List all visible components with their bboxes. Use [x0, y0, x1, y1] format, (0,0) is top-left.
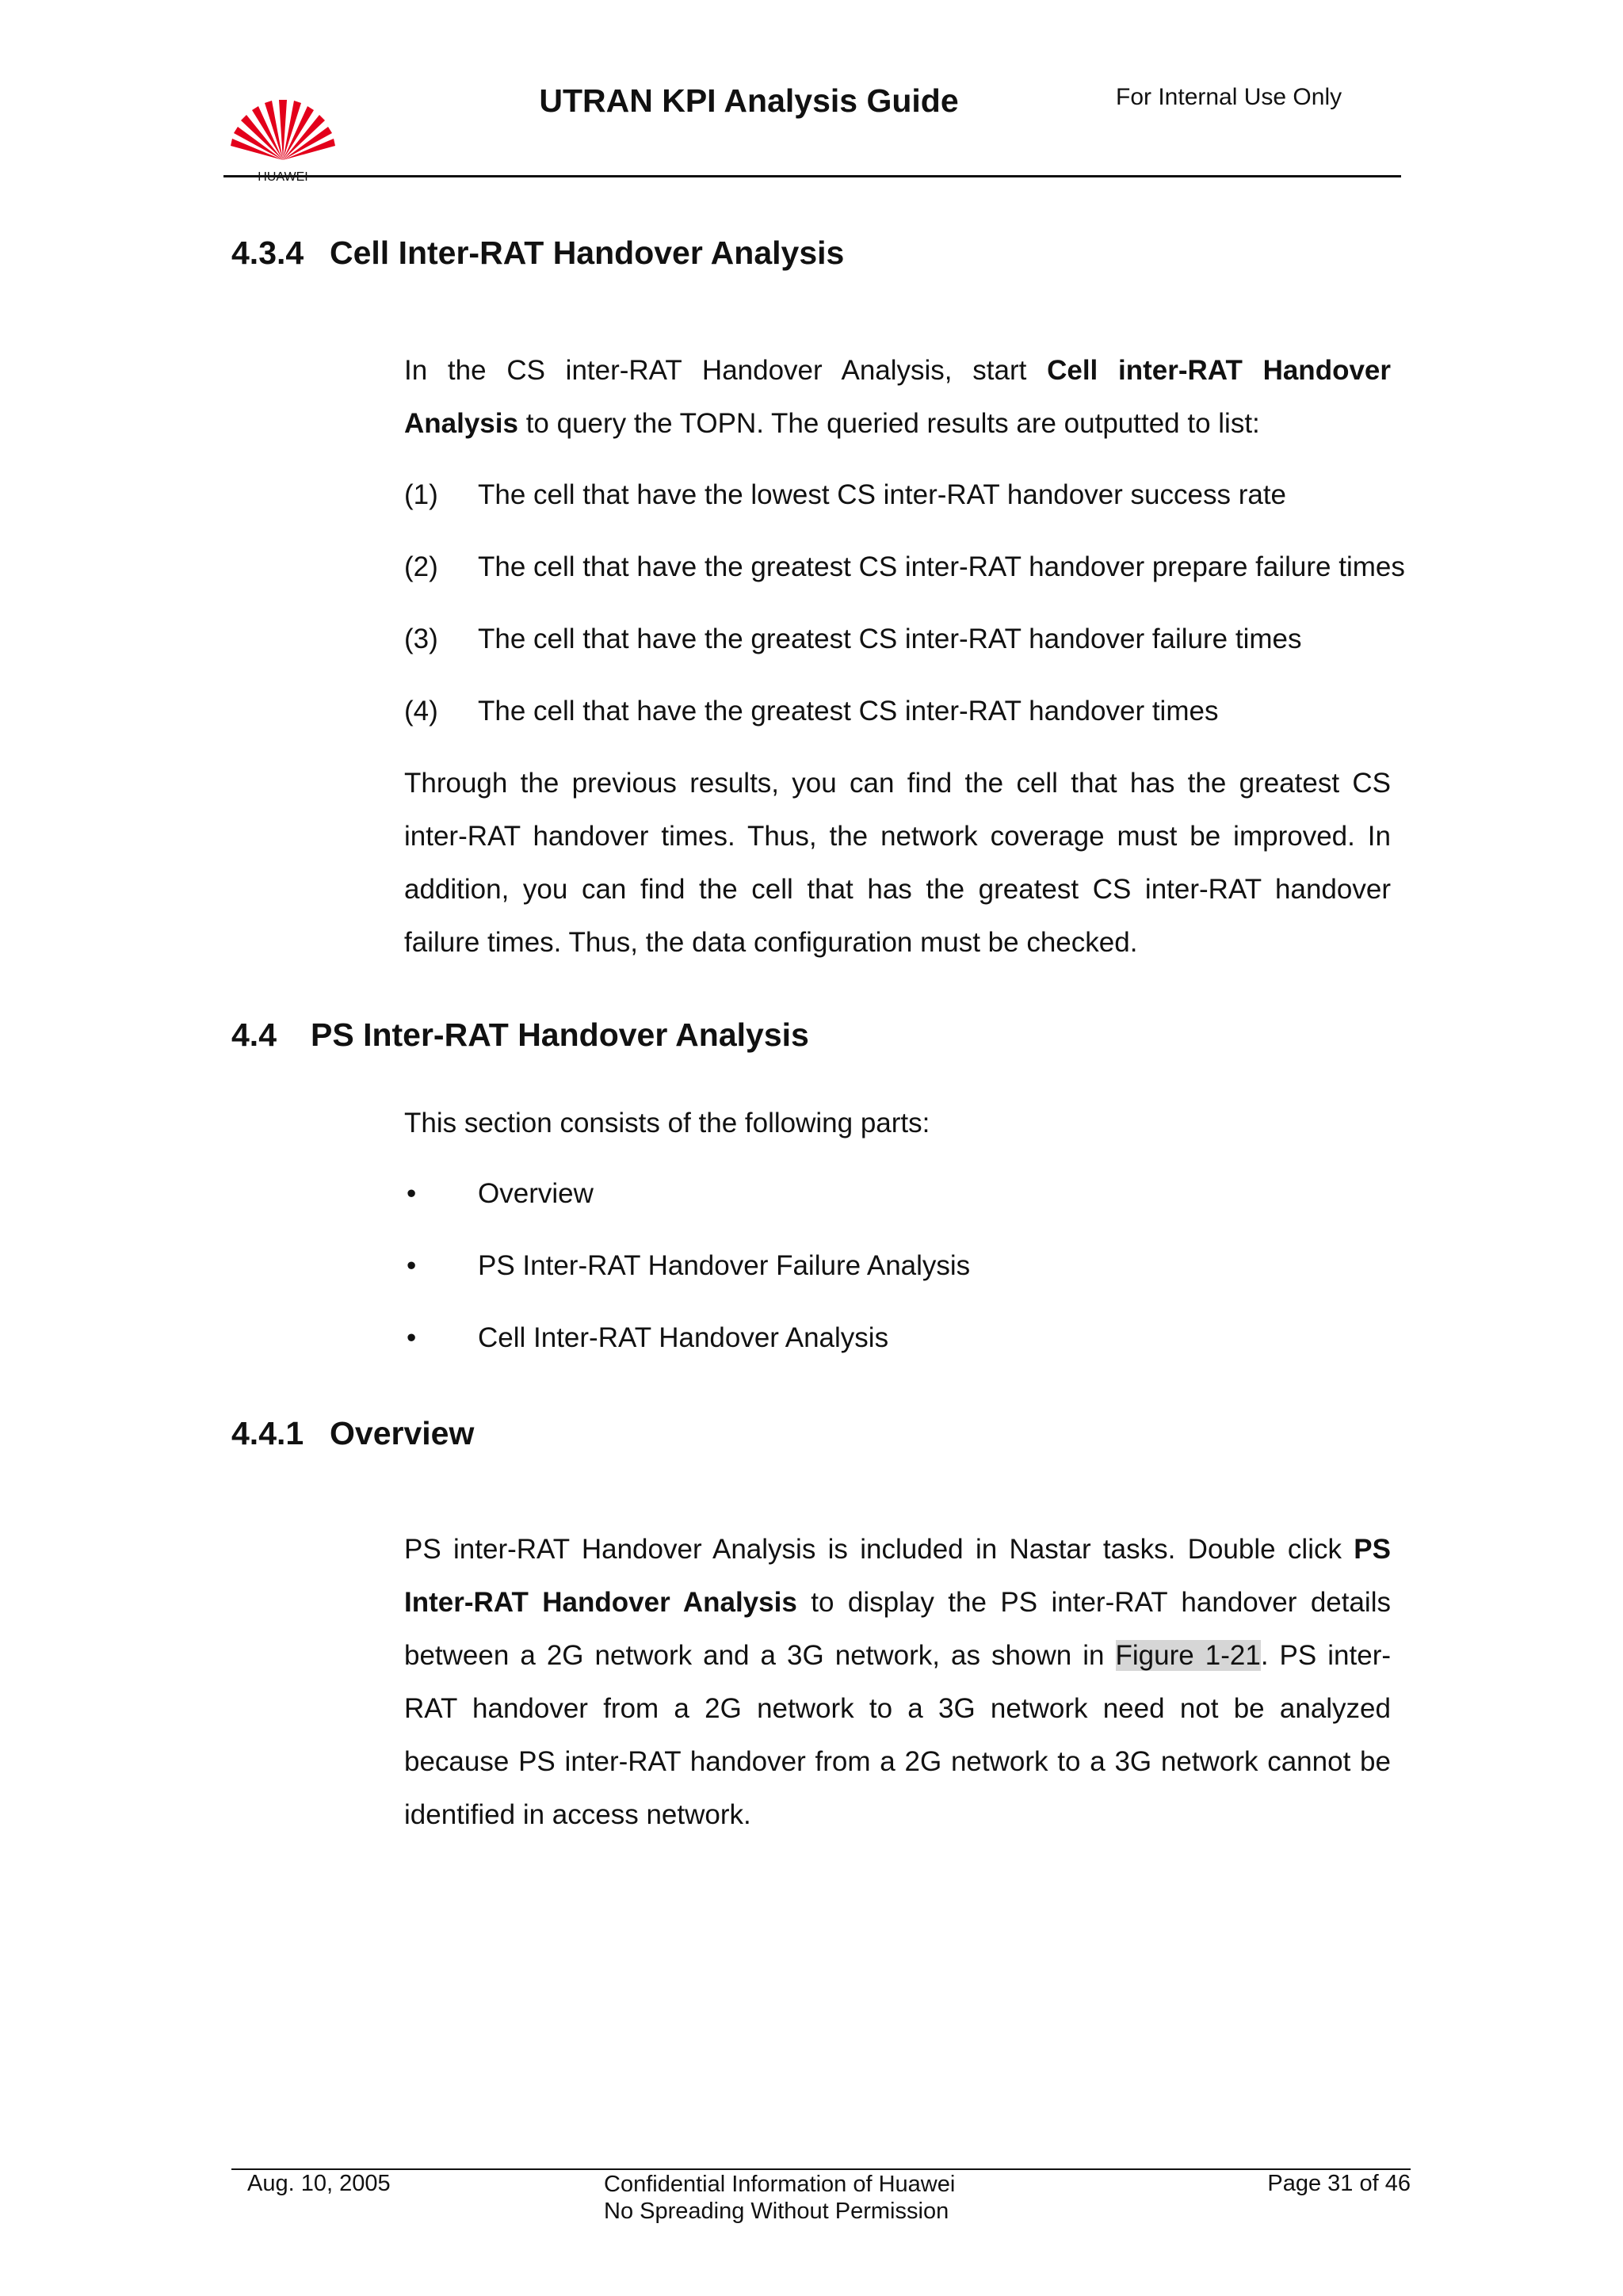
section-number: 4.4 — [231, 1016, 277, 1053]
bullet-text: Overview — [478, 1178, 594, 1209]
list-item — [404, 695, 1395, 728]
bullet-marker: • — [407, 1322, 417, 1353]
text-run: to display the PS inter-RAT handover details between a 2G network and a 3G network, as shown in — [404, 1587, 1391, 1671]
section-title: Cell Inter-RAT Handover Analysis — [330, 235, 845, 271]
bullet-item — [404, 1177, 1395, 1211]
list-marker: (4) — [404, 696, 438, 727]
classification-label: For Internal Use Only — [1116, 84, 1342, 110]
text-run: PS inter-RAT Handover Analysis is included in Nastar tasks. Double click — [404, 1534, 1354, 1565]
footer-confidential-line: Confidential Information of Huawei — [604, 2172, 956, 2197]
bullet-item — [404, 1249, 1395, 1283]
list-text: The cell that have the greatest CS inter-RAT handover prepare failure times — [478, 551, 1405, 582]
huawei-logo — [223, 93, 342, 181]
text-run: . PS inter-RAT handover from a 2G network to a 3G network need not be analyzed because PS inter-RAT handover from a 2G network to a 3G network cannot be identified in access network. — [404, 1640, 1392, 1830]
list-item — [404, 479, 1395, 512]
bullet-text: PS Inter-RAT Handover Failure Analysis — [478, 1250, 971, 1281]
paragraph-overview — [404, 1523, 1391, 1841]
paragraph-conclusion: Through the previous results, you can find the cell that has the greatest CS inter-RAT handover times. Thus, the network coverage must be improved. In addition, you can find the cell that has the greatest CS inter-RAT handover failure times. Thus, the data configuration must be checked. — [404, 768, 1391, 958]
bullet-marker: • — [407, 1250, 417, 1281]
list-text: The cell that have the greatest CS inter-RAT handover times — [478, 696, 1219, 727]
paragraph-section-intro: This section consists of the following parts: — [404, 1108, 930, 1138]
list-item — [404, 623, 1395, 656]
footer-confidentiality — [604, 2171, 955, 2225]
footer-confidential-line: No Spreading Without Permission — [604, 2199, 949, 2224]
text-run: In the CS inter-RAT Handover Analysis, start — [404, 355, 1048, 386]
section-heading-4-4-1 — [231, 1415, 474, 1452]
bullet-marker: • — [407, 1178, 417, 1209]
bullet-item — [404, 1322, 1395, 1355]
footer-page-number: Page 31 of 46 — [1267, 2171, 1411, 2196]
text-run: to query the TOPN. The queried results are outputted to list: — [517, 408, 1260, 439]
list-text: The cell that have the lowest CS inter-RAT handover success rate — [478, 479, 1287, 510]
figure-reference-link[interactable]: Figure 1-21 — [1115, 1640, 1261, 1671]
section-title: PS Inter-RAT Handover Analysis — [311, 1016, 809, 1053]
section-heading-4-4 — [231, 1016, 809, 1054]
section-title: Overview — [330, 1415, 475, 1451]
paragraph-cell-irat-intro — [404, 344, 1391, 450]
list-marker: (3) — [404, 624, 438, 654]
footer-date: Aug. 10, 2005 — [247, 2171, 391, 2196]
section-heading-4-3-4 — [231, 235, 844, 272]
list-text: The cell that have the greatest CS inter-RAT handover failure times — [478, 624, 1302, 654]
section-number: 4.3.4 — [231, 235, 304, 271]
list-marker: (2) — [404, 551, 438, 582]
list-marker: (1) — [404, 479, 438, 510]
bullet-text: Cell Inter-RAT Handover Analysis — [478, 1322, 889, 1353]
list-item — [404, 551, 1405, 584]
document-title: UTRAN KPI Analysis Guide — [539, 82, 959, 119]
bold-term: Cell inter-RAT Handover Analysis — [404, 355, 1392, 439]
footer-divider — [231, 2168, 1411, 2170]
section-number: 4.4.1 — [231, 1415, 304, 1451]
header-divider — [223, 175, 1401, 177]
bold-term: PS Inter-RAT Handover Analysis — [404, 1534, 1391, 1618]
